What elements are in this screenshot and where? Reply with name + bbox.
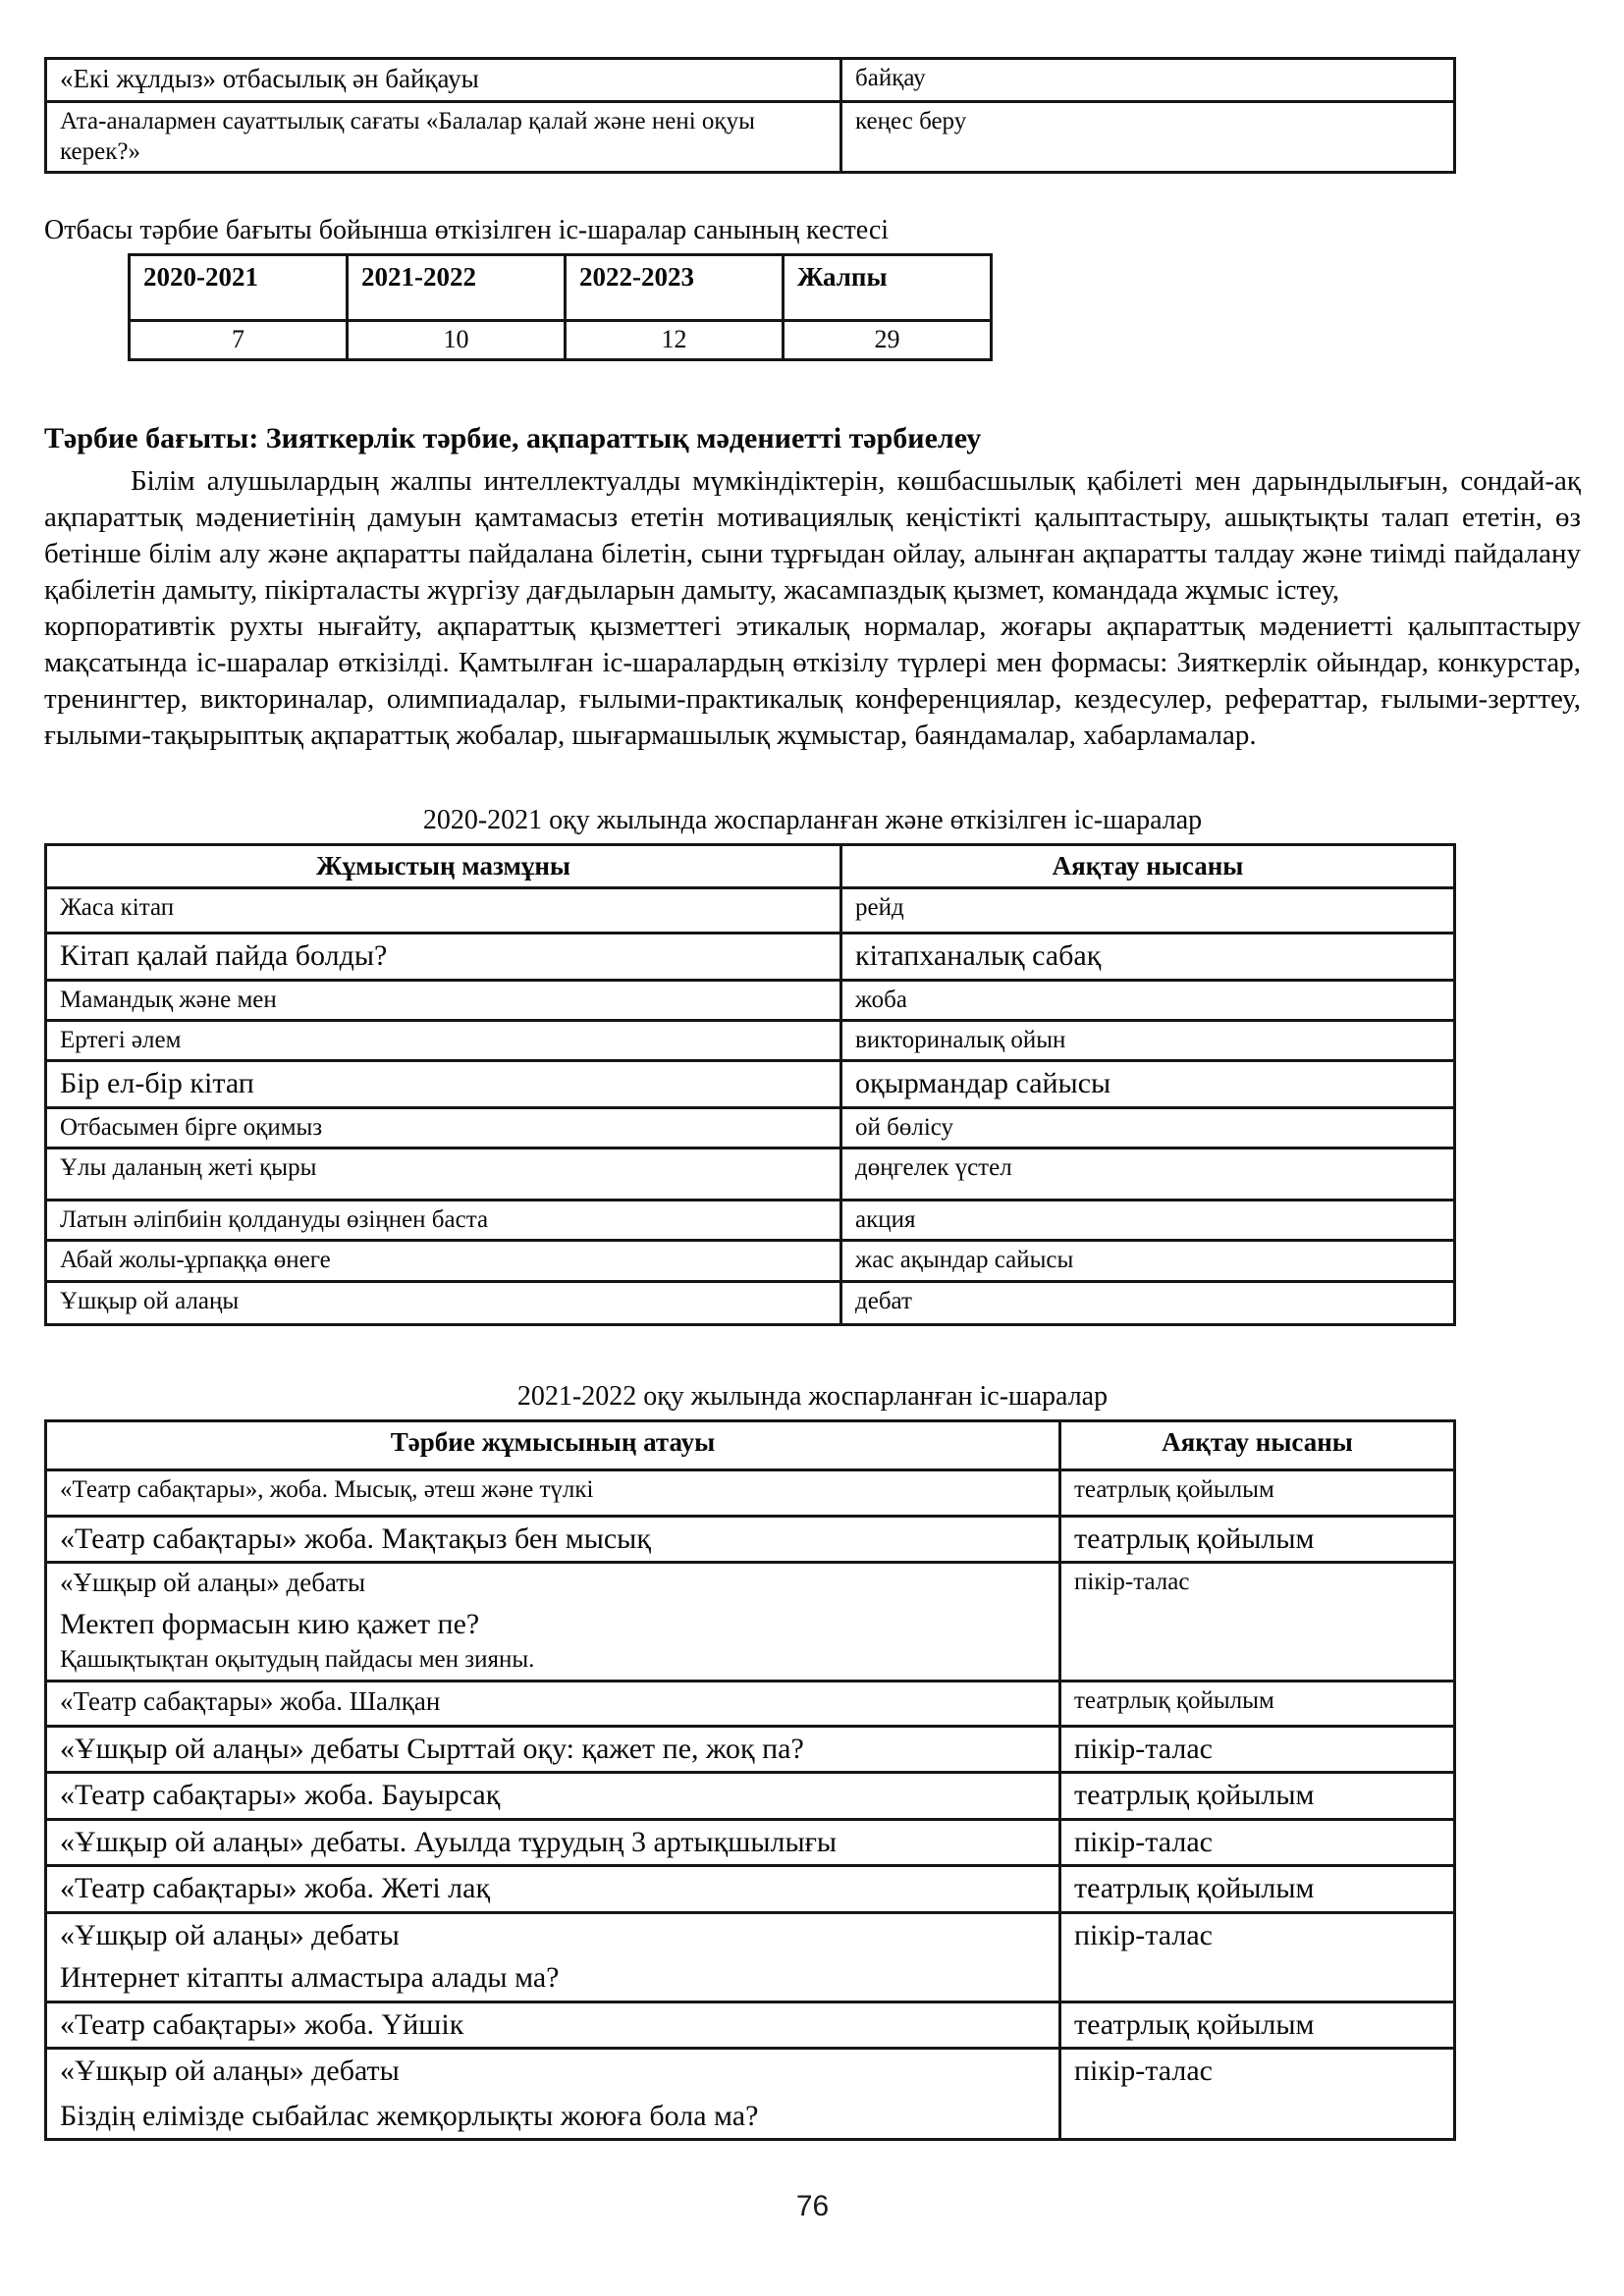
table-header-row xyxy=(46,845,1455,888)
form-cell: жоба xyxy=(841,980,1455,1020)
column-header: Жұмыстың мазмұны xyxy=(46,845,841,888)
work-cell-line: «Ұшқыр ой алаңы» дебаты xyxy=(60,2055,400,2087)
form-cell: театрлық қойылым xyxy=(1060,1516,1455,1563)
work-cell: «Театр сабақтары» жоба. Жеті лақ xyxy=(46,1866,1060,1913)
form-cell: жас ақындар сайысы xyxy=(841,1241,1455,1281)
form-cell: ой бөлісу xyxy=(841,1107,1455,1148)
table-row xyxy=(46,1726,1455,1773)
work-cell: «Театр сабақтары» жоба. Шалқан xyxy=(46,1681,1060,1726)
work-cell: Ұлы даланың жеті қыры xyxy=(46,1148,841,1201)
table-header-row xyxy=(46,1420,1455,1469)
form-cell: дөңгелек үстел xyxy=(841,1148,1455,1201)
stats-table-caption: Отбасы тәрбие бағыты бойынша өткізілген іс-шаралар санының кестесі xyxy=(44,215,890,246)
activity-cell: «Екі жұлдыз» отбасылық ән байқауы xyxy=(46,59,841,102)
column-header: Аяқтау нысаны xyxy=(841,845,1455,888)
section-paragraph: корпоративтік рухты нығайту, ақпараттық қызметтегі этикалық нормалар, жоғары ақпараттық мәдениетті қалыптастыру мақсатында іс-шаралар өткізілді. Қамтылған іс-шаралардың өткізілу түрлері мен формасы: Зияткерлік ойындар, конкурстар, тренингтер, викториналар, олимпиадалар, ғылыми-практикалық конференциялар, кездесулер, рефераттар, ғылыми-зерттеу, ғылыми-тақырыптық ақпараттық жобалар, шығармашылық жұмыстар, баяндамалар, хабарламалар. xyxy=(44,611,1581,752)
stats-header-cell: 2022-2023 xyxy=(566,255,784,321)
table-row xyxy=(46,934,1455,981)
section-heading: Тәрбие бағыты: Зияткерлік тәрбие, ақпараттық мәдениетті тәрбиелеу xyxy=(44,422,982,455)
table-row xyxy=(46,1681,1455,1726)
work-cell: Жаса кітап xyxy=(46,888,841,934)
form-cell: пікір-талас xyxy=(1060,1563,1455,1682)
form-cell: байқау xyxy=(841,59,1455,102)
work-cell-line: Қашықтықтан оқытудың пайдасы мен зияны. xyxy=(60,1646,535,1674)
work-cell xyxy=(46,1912,1060,2002)
work-cell: «Ұшқыр ой алаңы» дебаты Сырттай оқу: қажет пе, жоқ па? xyxy=(46,1726,1060,1773)
form-cell: оқырмандар сайысы xyxy=(841,1061,1455,1108)
stats-value-cell: 7 xyxy=(130,321,348,360)
table-row xyxy=(46,1563,1455,1682)
form-cell: театрлық қойылым xyxy=(1060,1773,1455,1820)
work-cell-line: «Ұшқыр ой алаңы» дебаты xyxy=(60,1918,400,1951)
work-cell: Бір ел-бір кітап xyxy=(46,1061,841,1108)
form-cell: кеңес беру xyxy=(841,101,1455,173)
work-cell: Абай жолы-ұрпаққа өнеге xyxy=(46,1241,841,1281)
events-2021-caption: 2021-2022 оқу жылында жоспарланған іс-шаралар xyxy=(516,1380,1109,1412)
form-cell: рейд xyxy=(841,888,1455,934)
events-table-2020 xyxy=(44,843,1456,1325)
table-row xyxy=(46,1469,1455,1516)
table-row xyxy=(46,1021,1455,1061)
form-cell: акция xyxy=(841,1201,1455,1241)
work-cell: Кітап қалай пайда болды? xyxy=(46,934,841,981)
form-cell: пікір-талас xyxy=(1060,1726,1455,1773)
table-row xyxy=(46,1912,1455,2002)
work-cell: «Театр сабақтары» жоба. Үйшік xyxy=(46,2002,1060,2049)
table-row xyxy=(46,1516,1455,1563)
form-cell: театрлық қойылым xyxy=(1060,1469,1455,1516)
stats-header-cell: 2021-2022 xyxy=(348,255,566,321)
column-header: Аяқтау нысаны xyxy=(1060,1420,1455,1469)
form-cell: викториналық ойын xyxy=(841,1021,1455,1061)
stats-value-cell: 29 xyxy=(784,321,992,360)
work-cell xyxy=(46,1563,1060,1682)
table-row xyxy=(46,1107,1455,1148)
work-cell-line: Интернет кітапты алмастыра алады ма? xyxy=(60,1961,560,1994)
stats-value-cell: 12 xyxy=(566,321,784,360)
work-cell-line: Мектеп формасын кию қажет пе? xyxy=(60,1607,480,1640)
form-cell: пікір-талас xyxy=(1060,1819,1455,1866)
form-cell: пікір-талас xyxy=(1060,2049,1455,2140)
table-row xyxy=(46,2002,1455,2049)
page-number: 76 xyxy=(795,2190,830,2222)
table-row xyxy=(46,1819,1455,1866)
work-cell: Мамандық және мен xyxy=(46,980,841,1020)
form-cell: театрлық қойылым xyxy=(1060,1866,1455,1913)
table-row xyxy=(46,2049,1455,2140)
table-row xyxy=(46,1866,1455,1913)
table-row xyxy=(46,101,1455,173)
work-cell: Отбасымен бірге оқимыз xyxy=(46,1107,841,1148)
form-cell: кітапханалық сабақ xyxy=(841,934,1455,981)
table-row xyxy=(46,1281,1455,1324)
top-activity-table xyxy=(44,57,1456,174)
events-2020-caption: 2020-2021 оқу жылында жоспарланған және өткізілген іс-шаралар xyxy=(422,805,1203,836)
form-cell: дебат xyxy=(841,1281,1455,1324)
work-cell xyxy=(46,2049,1060,2140)
work-cell: Латын әліпбиін қолдануды өзіңнен баста xyxy=(46,1201,841,1241)
work-cell: «Ұшқыр ой алаңы» дебаты. Ауылда тұрудың 3 артықшылығы xyxy=(46,1819,1060,1866)
table-row xyxy=(46,888,1455,934)
table-header-row xyxy=(130,255,992,321)
section-paragraph: Білім алушылардың жалпы интеллектуалды мүмкіндіктерін, көшбасшылық қабілеті мен дарындылығын, сондай-ақ ақпараттық мәдениетінің дамуын қамтамасыз ететін мотивациялық кеңістікті қалыптастыру, ашықтықты талап ететін, өз бетінше білім алу және ақпаратты пайдалана білетін, сыни тұрғыдан ойлау, алынған ақпаратты талдау және тиімді пайдалану қабілетін дамыту, пікірталасты жүргізу дағдыларын дамыту, жасампаздық қызмет, командада жұмыс істеу, xyxy=(44,465,1581,607)
work-cell: Ертегі әлем xyxy=(46,1021,841,1061)
table-row xyxy=(46,59,1455,102)
table-row xyxy=(46,1201,1455,1241)
column-header: Тәрбие жұмысының атауы xyxy=(46,1420,1060,1469)
work-cell-line: «Ұшқыр ой алаңы» дебаты xyxy=(60,1568,366,1597)
table-row xyxy=(46,1148,1455,1201)
stats-value-cell: 10 xyxy=(348,321,566,360)
form-cell: пікір-талас xyxy=(1060,1912,1455,2002)
form-cell: театрлық қойылым xyxy=(1060,1681,1455,1726)
table-row xyxy=(46,1773,1455,1820)
stats-header-cell: 2020-2021 xyxy=(130,255,348,321)
stats-header-cell: Жалпы xyxy=(784,255,992,321)
table-row xyxy=(46,980,1455,1020)
work-cell: Ұшқыр ой алаңы xyxy=(46,1281,841,1324)
stats-table xyxy=(128,253,993,361)
work-cell: «Театр сабақтары» жоба. Бауырсақ xyxy=(46,1773,1060,1820)
work-cell: «Театр сабақтары» жоба. Мақтақыз бен мысық xyxy=(46,1516,1060,1563)
activity-cell: Ата-аналармен сауаттылық сағаты «Балалар қалай және нені оқуы керек?» xyxy=(46,101,841,173)
table-row xyxy=(46,1241,1455,1281)
form-cell: театрлық қойылым xyxy=(1060,2002,1455,2049)
table-row xyxy=(46,1061,1455,1108)
work-cell: «Театр сабақтары», жоба. Мысық, әтеш және түлкі xyxy=(46,1469,1060,1516)
work-cell-line: Біздің елімізде сыбайлас жемқорлықты жоюға бола ма? xyxy=(60,2099,759,2132)
table-row xyxy=(130,321,992,360)
events-table-2021 xyxy=(44,1419,1456,2142)
